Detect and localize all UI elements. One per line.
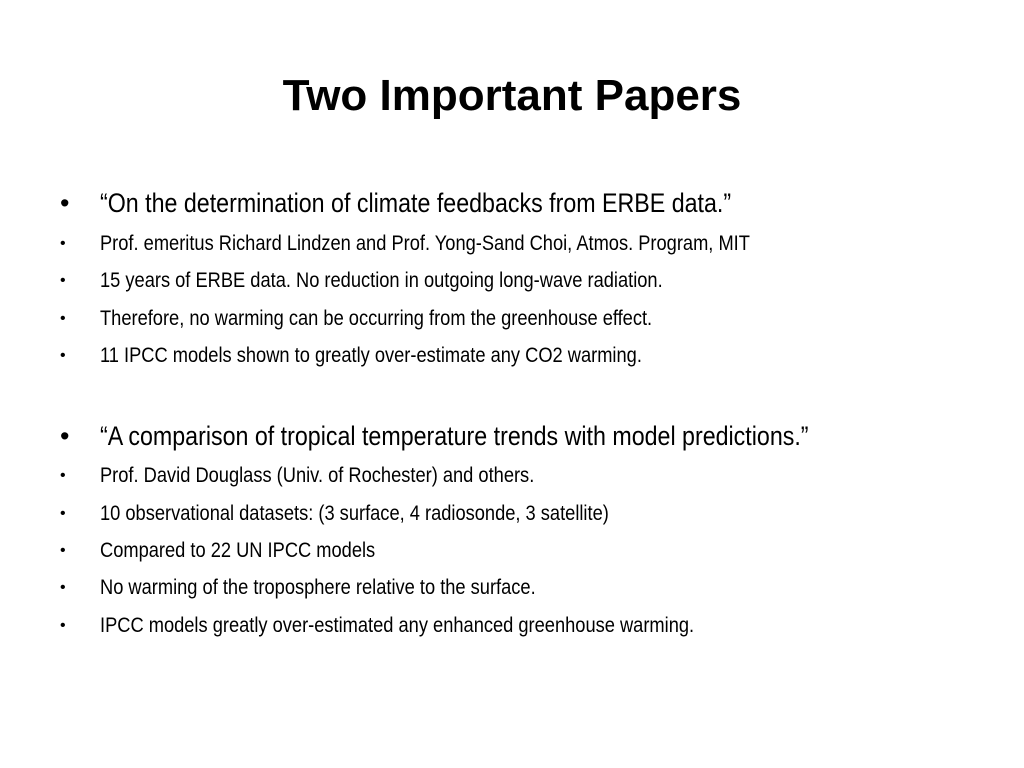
bullet-marker: • bbox=[60, 272, 66, 289]
bullet-paper-title: “A comparison of tropical temperature trends with model predictions.” bbox=[100, 421, 809, 451]
bullet-marker: • bbox=[60, 421, 70, 451]
bullet-marker: • bbox=[60, 235, 66, 252]
bullet-text: Compared to 22 UN IPCC models bbox=[100, 539, 376, 562]
bullet-paper-title: “On the determination of climate feedbacks from ERBE data.” bbox=[100, 188, 732, 218]
bullet-marker: • bbox=[60, 310, 66, 327]
bullet-marker: • bbox=[60, 542, 66, 559]
bullet-marker: • bbox=[60, 188, 70, 218]
bullet-text: Prof. emeritus Richard Lindzen and Prof. Yong-Sand Choi, Atmos. Program, MIT bbox=[100, 232, 750, 255]
bullet-marker: • bbox=[60, 467, 66, 484]
bullet-text: No warming of the troposphere relative to the surface. bbox=[100, 576, 536, 599]
bullet-marker: • bbox=[60, 505, 66, 522]
bullet-marker: • bbox=[60, 579, 66, 596]
bullet-marker: • bbox=[60, 617, 66, 634]
slide-title: Two Important Papers bbox=[282, 71, 742, 120]
bullet-text: 10 observational datasets: (3 surface, 4 radiosonde, 3 satellite) bbox=[100, 502, 609, 525]
bullet-marker: • bbox=[60, 347, 66, 364]
bullet-text: Therefore, no warming can be occurring from the greenhouse effect. bbox=[100, 307, 653, 330]
bullet-text: 11 IPCC models shown to greatly over-estimate any CO2 warming. bbox=[100, 344, 642, 367]
bullet-text: Prof. David Douglass (Univ. of Rochester) and others. bbox=[100, 464, 535, 487]
bullet-text: IPCC models greatly over-estimated any enhanced greenhouse warming. bbox=[100, 614, 695, 637]
bullet-text: 15 years of ERBE data. No reduction in outgoing long-wave radiation. bbox=[100, 269, 663, 292]
